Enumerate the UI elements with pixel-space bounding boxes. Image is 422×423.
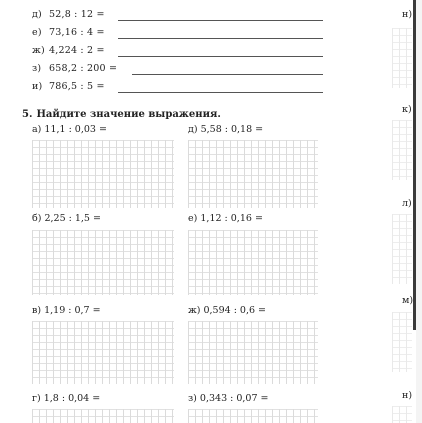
item-label: а) — [32, 124, 42, 135]
item-label: б) — [32, 213, 42, 224]
item-label: г) — [32, 393, 41, 404]
exercise-label: д) — [32, 9, 42, 20]
side-grid — [392, 214, 412, 284]
exercise-expression: 4,224 : 2 = — [49, 45, 105, 56]
page-edge — [416, 0, 422, 423]
exercise-expression: 52,8 : 12 = — [49, 9, 105, 20]
item-expression: 1,8 : 0,04 = — [43, 393, 101, 404]
exercise-i-row — [32, 81, 332, 97]
side-grid — [392, 120, 412, 180]
item-expression: 0,594 : 0,6 = — [203, 305, 267, 316]
exercise-z-row — [32, 63, 332, 79]
exercise-expression: 658,2 : 200 = — [49, 63, 118, 74]
task-item-e — [188, 213, 263, 224]
task-item-v — [32, 305, 101, 316]
item-expression: 2,25 : 1,5 = — [44, 213, 101, 224]
work-grid-v[interactable] — [32, 321, 174, 384]
item-expression: 1,12 : 0,16 = — [200, 213, 263, 224]
item-label: д) — [188, 124, 198, 135]
side-grid — [392, 28, 412, 88]
work-grid-d[interactable] — [188, 140, 318, 208]
exercise-expression: 786,5 : 5 = — [49, 81, 105, 92]
task-item-a — [32, 124, 107, 135]
side-label: л) — [402, 198, 412, 209]
task-item-zh — [188, 305, 266, 316]
task-heading — [22, 109, 221, 120]
item-expression: 11,1 : 0,03 = — [44, 124, 107, 135]
item-label: в) — [32, 305, 42, 316]
task-number: 5. — [22, 109, 33, 120]
exercise-e-row — [32, 27, 332, 43]
answer-line[interactable] — [118, 20, 323, 21]
side-grid — [392, 406, 412, 423]
item-label: з) — [188, 393, 197, 404]
side-grid — [392, 312, 412, 372]
item-expression: 0,343 : 0,07 = — [199, 393, 269, 404]
answer-line[interactable] — [118, 38, 323, 39]
exercise-label: и) — [32, 81, 43, 92]
task-item-b — [32, 213, 101, 224]
work-grid-z[interactable] — [188, 409, 318, 423]
side-label: н) — [402, 9, 413, 20]
task-item-g — [32, 393, 100, 404]
answer-line[interactable] — [132, 74, 323, 75]
exercise-d-row — [32, 9, 332, 25]
work-grid-e[interactable] — [188, 230, 318, 295]
side-label: к) — [402, 104, 412, 115]
task-title: Найдите значение выражения. — [36, 109, 221, 120]
item-expression: 1,19 : 0,7 = — [44, 305, 101, 316]
task-item-z — [188, 393, 269, 404]
work-grid-g[interactable] — [32, 409, 174, 423]
exercise-label: з) — [32, 63, 42, 74]
exercise-zh-row — [32, 45, 332, 61]
exercise-expression: 73,16 : 4 = — [49, 27, 105, 38]
exercise-label: ж) — [32, 45, 45, 56]
task-item-d — [188, 124, 263, 135]
item-label: е) — [188, 213, 198, 224]
work-grid-a[interactable] — [32, 140, 174, 208]
answer-line[interactable] — [118, 92, 323, 93]
item-expression: 5,58 : 0,18 = — [200, 124, 264, 135]
side-label: н) — [402, 390, 413, 401]
answer-line[interactable] — [118, 56, 323, 57]
item-label: ж) — [188, 305, 201, 316]
side-label: м) — [402, 295, 414, 306]
work-grid-zh[interactable] — [188, 321, 318, 384]
exercise-label: е) — [32, 27, 42, 38]
work-grid-b[interactable] — [32, 230, 174, 295]
